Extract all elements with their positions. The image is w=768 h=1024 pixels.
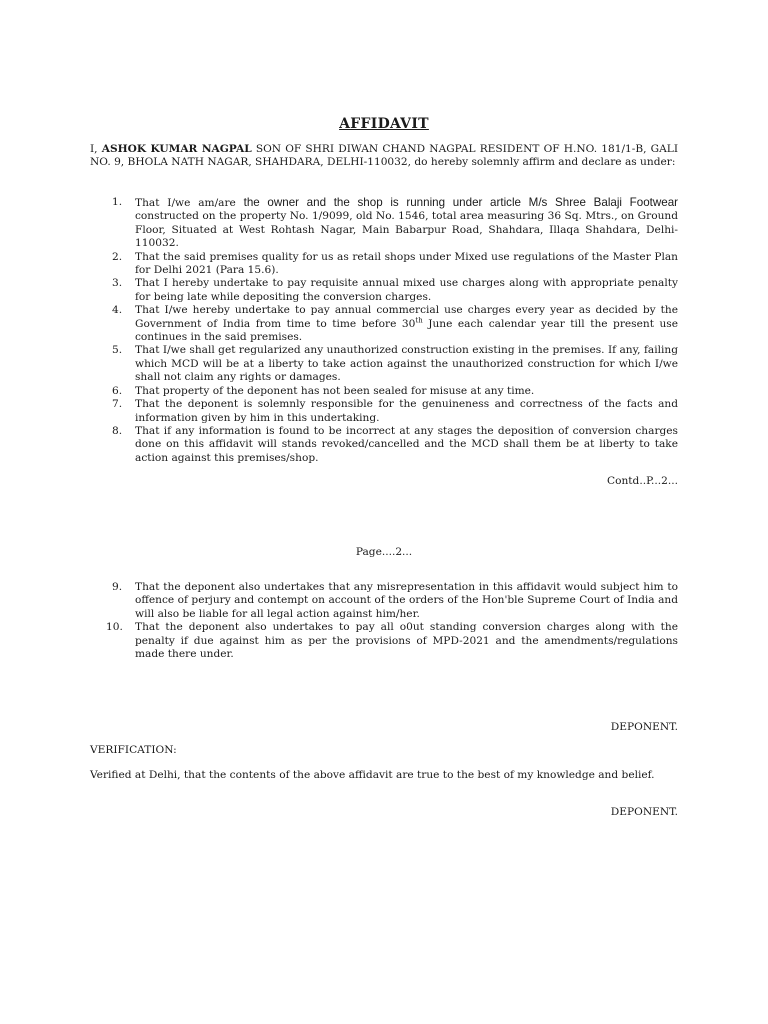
item-text: That property of the deponent has not been sealed for misuse at any time. (135, 384, 535, 397)
list-item (90, 196, 678, 251)
deponent-signature-label-verification: DEPONENT. (610, 806, 678, 818)
document-title: AFFIDAVIT (339, 116, 429, 132)
item-text: June each calendar year till the present use continues in the said premises. (135, 317, 678, 344)
item-number: 4. (112, 304, 123, 317)
intro-prefix: I, (90, 143, 102, 155)
intro-rest: SON OF SHRI DIWAN CHAND NAGPAL RESIDENT OF H.NO. 181/1-B, GALI NO. 9, BHOLA NATH NAGAR, SHAHDARA, DELHI-110032, do hereby solemnly affirm and declare as under: (90, 143, 679, 169)
item-number: 3. (112, 277, 123, 290)
item-text: That if any information is found to be incorrect at any stages the deposition of conversion charges done on this affidavit will stands revoked/cancelled and the MCD shall them be at liberty to take action against this premises/shop. (135, 424, 678, 464)
item-number: 5. (112, 344, 123, 357)
list-item (90, 304, 678, 344)
verification-heading: VERIFICATION: (90, 744, 177, 756)
list-item (90, 344, 678, 384)
item-text: That the said premises quality for us as retail shops under Mixed use regulations of the Master Plan for Delhi 2021 (Para 15.6). (135, 250, 678, 277)
item-text: That I/we hereby undertake to pay annual commercial use charges every year as decided by the Government of India from time to time before 30 (135, 304, 678, 330)
item-text: That the deponent also undertakes that any misrepresentation in this affidavit would subject him to offence of perjury and contempt on account of the orders of the Hon'ble Supreme Court of India and will also be liable for all legal action against him/her. (135, 581, 678, 620)
page-number: Page....2... (355, 546, 413, 558)
list-item (90, 621, 678, 661)
verification-text: Verified at Delhi, that the contents of the above affidavit are true to the best of my knowledge and belief. (90, 769, 655, 781)
item-text: constructed on the property No. 1/9099, old No. 1546, total area measuring 36 Sq. Mtrs., on Ground Floor, Situated at West Rohtash Nagar, Main Babarpur Road, Shahdara, Illaqa Shahdara, Delhi-110032. (135, 210, 678, 250)
item-text-superscript: th (415, 316, 423, 325)
item-number: 7. (112, 398, 123, 411)
item-number: 10. (106, 621, 123, 634)
item-number: 2. (112, 250, 123, 263)
item-number: 8. (112, 424, 123, 437)
item-text: That I/we am/are (135, 197, 244, 209)
item-number: 1. (112, 196, 123, 208)
list-item (90, 425, 678, 465)
item-number: 9. (112, 581, 123, 593)
item-text: That the deponent is solemnly responsible for the genuineness and correctness of the facts and information given by him in this undertaking. (135, 398, 678, 424)
list-item (90, 277, 678, 304)
item-text-highlight: the owner and the shop is running under article M/s Shree Balaji Footwear (243, 196, 678, 209)
item-text: That I hereby undertake to pay requisite annual mixed use charges along with appropriate penalty for being late while depositing the conversion charges. (135, 277, 678, 303)
undertaking-list-page-2 (90, 581, 678, 661)
item-text: That the deponent also undertakes to pay all o0ut standing conversion charges along with the penalty if due against him as per the provisions of MPD-2021 and the amendments/regulations made there under. (135, 621, 678, 661)
list-item (90, 385, 678, 398)
continued-note: Contd..P...2... (606, 475, 678, 487)
list-item (90, 398, 678, 425)
item-text: That I/we shall get regularized any unauthorized construction existing in the premises. If any, failing which MCD will be at a liberty to take action against the unauthorized construction for which I/we shall not claim any rights or damages. (135, 344, 678, 384)
list-item (90, 251, 678, 278)
intro-paragraph (90, 143, 678, 170)
deponent-name: ASHOK KUMAR NAGPAL (101, 143, 252, 155)
deponent-signature-label: DEPONENT. (610, 721, 678, 733)
list-item (90, 581, 678, 621)
undertaking-list-page-1 (90, 196, 678, 465)
item-number: 6. (112, 384, 123, 397)
